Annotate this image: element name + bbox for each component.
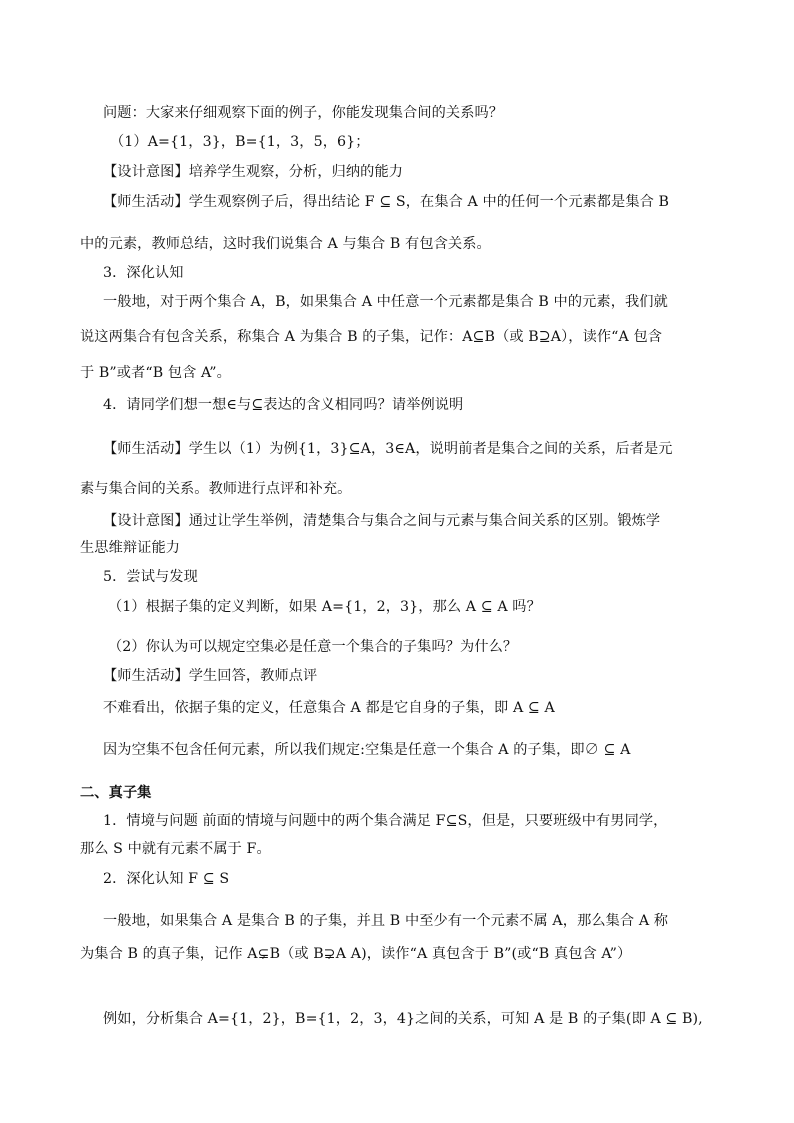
subset-definition-line-2: 说这两集合有包含关系，称集合 A 为集合 B 的子集，记作：A⊆B（或 B⊇A），读作“A 包含 [80, 329, 663, 345]
subset-definition-line-3: 于 B”或者“B 包含 A”。 [80, 365, 231, 381]
deepen-cognition-heading: 2．深化认知 F ⊆ S [103, 871, 230, 887]
section-proper-subset-heading: 二、真子集 [80, 785, 152, 801]
section-3-heading: 3．深化认知 [103, 265, 184, 281]
empty-set-statement: 因为空集不包含任何元素，所以我们规定:空集是任意一个集合 A 的子集，即∅ ⊆ A [103, 742, 631, 758]
situation-line-2: 那么 S 中就有元素不属于 F。 [80, 841, 271, 857]
activity-1-line-2: 中的元素，教师总结，这时我们说集合 A 与集合 B 有包含关系。 [80, 236, 491, 252]
section-4-heading: 4．请同学们想一想∈与⊆表达的含义相同吗？请举例说明 [103, 397, 464, 413]
subset-definition-line-1: 一般地，对于两个集合 A，B，如果集合 A 中任意一个元素都是集合 B 中的元素，我们就 [103, 294, 668, 310]
problem-question: 问题：大家来仔细观察下面的例子，你能发现集合间的关系吗？ [103, 105, 504, 121]
try-question-1: （1）根据子集的定义判断，如果 A={1，2，3}，那么 A ⊆ A 吗？ [108, 599, 541, 615]
activity-1-line-1: 【师生活动】学生观察例子后，得出结论 F ⊆ S，在集合 A 中的任何一个元素都是集合 B [103, 194, 670, 210]
activity-2-line-2: 素与集合间的关系。教师进行点评和补充。 [80, 481, 352, 497]
activity-2-line-1: 【师生活动】学生以（1）为例{1，3}⊆A，3∈A，说明前者是集合之间的关系，后者是元 [103, 441, 673, 457]
section-5-heading: 5．尝试与发现 [103, 569, 198, 585]
example-analysis-line: 例如，分析集合 A={1，2}，B={1，2，3，4}之间的关系，可知 A 是 B 的子集(即 A ⊆ B), [103, 1011, 703, 1027]
situation-line-1: 1．情境与问题 前面的情境与问题中的两个集合满足 F⊆S，但是，只要班级中有男同学， [103, 813, 668, 829]
try-question-2: （2）你认为可以规定空集必是任意一个集合的子集吗？为什么？ [108, 639, 518, 655]
activity-3: 【师生活动】学生回答，教师点评 [103, 668, 318, 684]
design-intent-1: 【设计意图】培养学生观察，分析，归纳的能力 [103, 164, 404, 180]
self-subset-statement: 不难看出，依据子集的定义，任意集合 A 都是它自身的子集，即 A ⊆ A [103, 700, 555, 716]
proper-subset-definition-line-2: 为集合 B 的真子集，记作 A⊊B（或 B⊋A A)，读作“A 真包含于 B”(或“B 真包含 A”） [80, 946, 632, 962]
example-1: （1）A={1，3}，B={1，3，5，6}； [110, 134, 370, 150]
design-intent-2-line-2: 生思维辩证能力 [80, 540, 181, 556]
proper-subset-definition-line-1: 一般地，如果集合 A 是集合 B 的子集，并且 B 中至少有一个元素不属 A，那么集合 A 称 [103, 913, 669, 929]
design-intent-2-line-1: 【设计意图】通过让学生举例，清楚集合与集合之间与元素与集合间关系的区别。锻炼学 [103, 513, 661, 529]
